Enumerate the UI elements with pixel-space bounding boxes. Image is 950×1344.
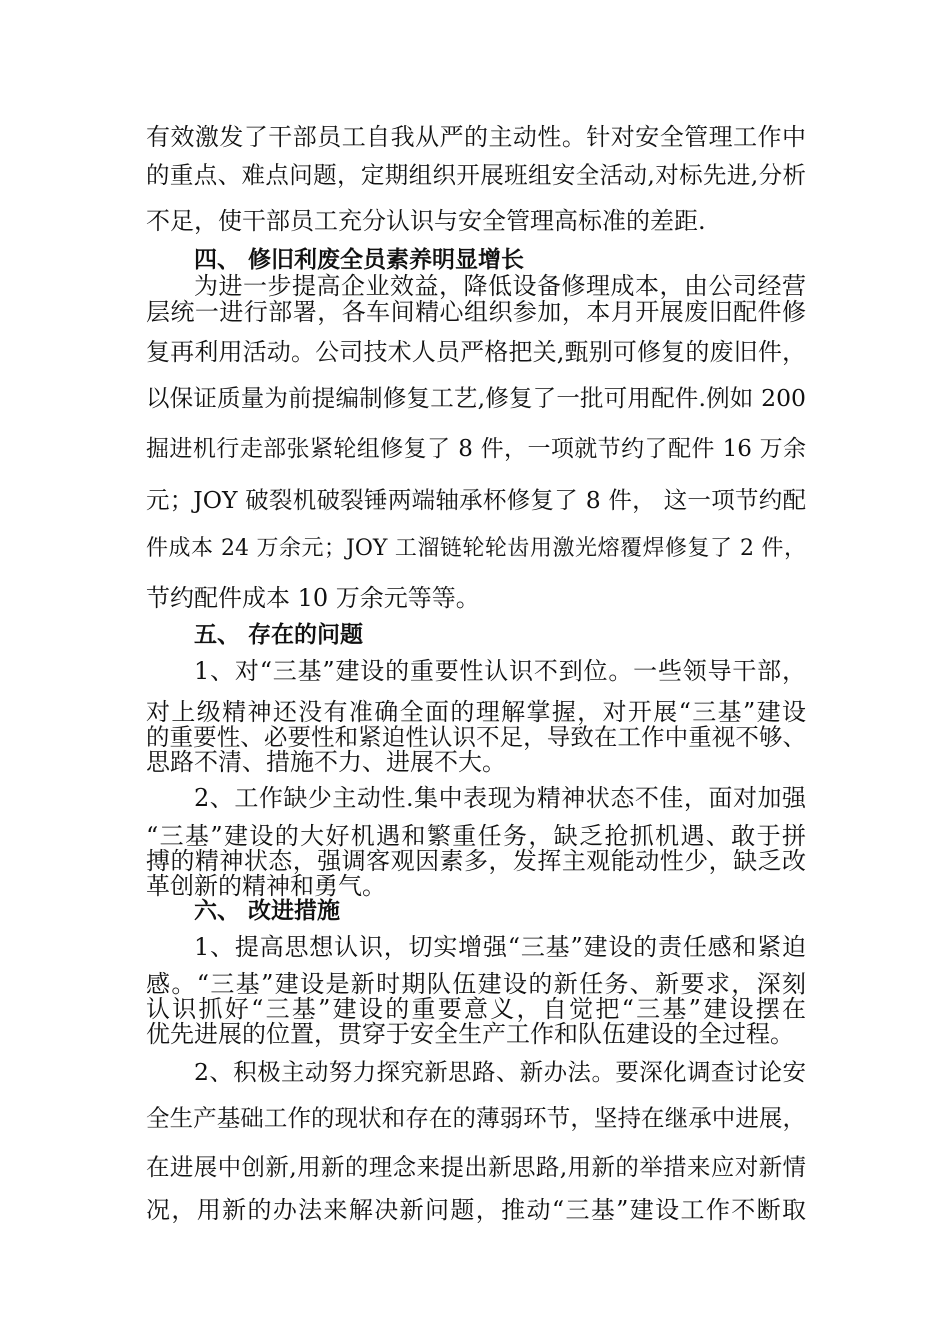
text-line: 2、工作缺少主动性.集中表现为精神状态不佳，面对加强: [194, 784, 806, 812]
text-line: 在进展中创新,用新的理念来提出新思路,用新的举措来应对新情: [146, 1153, 806, 1181]
section-heading-6: 六、 改进措施: [194, 898, 341, 924]
text-line: 复再利用活动。公司技术人员严格把关,甄别可修复的废旧件，: [146, 338, 806, 366]
text-line: 感。“三基”建设是新时期队伍建设的新任务、新要求，深刻: [146, 970, 806, 998]
text-line: 况，用新的办法来解决新问题，推动“三基”建设工作不断取: [146, 1196, 806, 1224]
text-line: 思路不清、措施不力、进展不大。: [146, 748, 506, 776]
text-line: 1、对“三基”建设的重要性认识不到位。一些领导干部，: [194, 657, 806, 685]
text-line: 以保证质量为前提编制修复工艺,修复了一批可用配件.例如 200: [146, 384, 806, 412]
text-line: 1、提高思想认识，切实增强“三基”建设的责任感和紧迫: [194, 933, 806, 961]
text-line: 认识抓好“三基”建设的重要意义，自觉把“三基”建设摆在: [146, 995, 806, 1023]
text-line: 对上级精神还没有准确全面的理解掌握，对开展“三基”建设: [146, 698, 806, 726]
text-line: 件成本 24 万余元；JOY 工溜链轮轮齿用激光熔覆焊修复了 2 件，: [146, 536, 806, 561]
text-line: 革创新的精神和勇气。: [146, 872, 386, 900]
text-line: 元；JOY 破裂机破裂锤两端轴承杯修复了 8 件， 这一项节约配: [146, 486, 806, 514]
text-line: 的重点、难点问题，定期组织开展班组安全活动,对标先进,分析: [146, 161, 806, 189]
text-line: 节约配件成本 10 万余元等等。: [146, 584, 480, 612]
text-line: 掘进机行走部张紧轮组修复了 8 件，一项就节约了配件 16 万余: [146, 436, 806, 462]
text-line: 层统一进行部署，各车间精心组织参加，本月开展废旧配件修: [146, 298, 806, 326]
text-line: 有效激发了干部员工自我从严的主动性。针对安全管理工作中: [146, 123, 806, 151]
section-heading-5: 五、 存在的问题: [194, 622, 364, 648]
text-line: 的重要性、必要性和紧迫性认识不足，导致在工作中重视不够、: [146, 723, 806, 751]
text-line: 搏的精神状态，强调客观因素多，发挥主观能动性少，缺乏改: [146, 847, 806, 875]
section-heading-4: 四、 修旧利废全员素养明显增长: [194, 247, 525, 273]
text-line: 不足，使干部员工充分认识与安全管理高标准的差距.: [146, 207, 706, 235]
text-line: 全生产基础工作的现状和存在的薄弱环节，坚持在继承中进展，: [146, 1104, 806, 1132]
text-line: 优先进展的位置，贯穿于安全生产工作和队伍建设的全过程。: [146, 1020, 794, 1048]
text-line: 为进一步提高企业效益，降低设备修理成本，由公司经营: [194, 272, 806, 300]
text-line: 2、积极主动努力探究新思路、新办法。要深化调查讨论安: [194, 1058, 806, 1086]
text-line: “三基”建设的大好机遇和繁重任务，缺乏抢抓机遇、敢于拼: [146, 822, 806, 850]
